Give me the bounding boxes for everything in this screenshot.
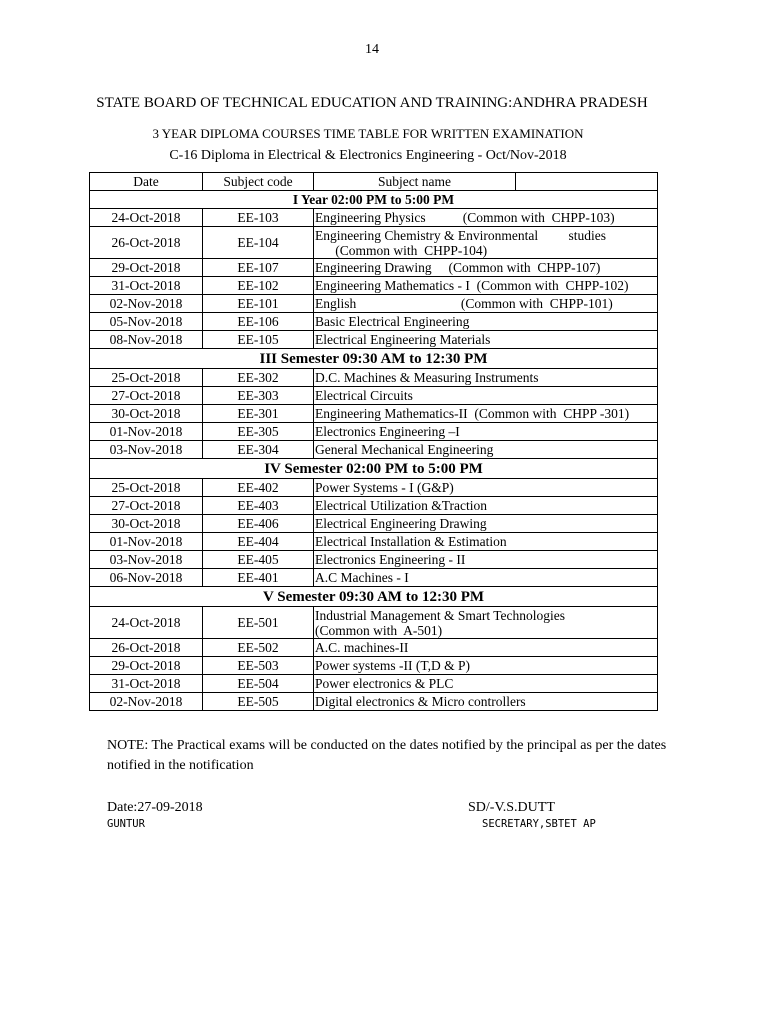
subject-name-cell (314, 607, 658, 639)
subject-name-cell (314, 295, 658, 313)
subject-name: Engineering Drawing (315, 259, 432, 275)
header-date: Date (90, 173, 203, 191)
subject-code: EE-404 (203, 533, 314, 551)
subject-name: Power electronics & PLC (315, 675, 454, 691)
section-header-row (90, 587, 658, 607)
subject-name: Electronics Engineering - II (315, 551, 466, 567)
subject-name-cell (314, 331, 658, 349)
table-row (90, 405, 658, 423)
common-with-note: (Common with CHPP-107) (431, 259, 601, 275)
subject-code: EE-403 (203, 497, 314, 515)
subject-name: Electrical Installation & Estimation (315, 533, 507, 549)
exam-date: 03-Nov-2018 (90, 551, 203, 569)
table-row (90, 227, 658, 259)
table-row (90, 607, 658, 639)
subject-name-cell (314, 227, 658, 259)
table-row (90, 295, 658, 313)
subject-code: EE-303 (203, 387, 314, 405)
table-row (90, 639, 658, 657)
subject-name: Electrical Utilization &Traction (315, 497, 487, 513)
exam-date: 31-Oct-2018 (90, 277, 203, 295)
table-row (90, 369, 658, 387)
issue-date: Date:27-09-2018 (107, 800, 203, 815)
exam-date: 31-Oct-2018 (90, 675, 203, 693)
table-row (90, 479, 658, 497)
subject-name: D.C. Machines & Measuring Instruments (315, 369, 539, 385)
subject-name-cell (314, 479, 658, 497)
subject-code: EE-104 (203, 227, 314, 259)
course-line: C-16 Diploma in Electrical & Electronics Engineering - Oct/Nov-2018 (169, 148, 567, 163)
subject-name-cell (314, 675, 658, 693)
subject-name-cell (314, 551, 658, 569)
subject-name-cell (314, 423, 658, 441)
common-with-note: (Common with CHPP-101) (356, 295, 613, 311)
table-row (90, 441, 658, 459)
exam-date: 01-Nov-2018 (90, 423, 203, 441)
subject-code: EE-101 (203, 295, 314, 313)
table-row (90, 387, 658, 405)
subject-name: General Mechanical Engineering (315, 441, 494, 457)
subject-name-cell (314, 369, 658, 387)
exam-date: 02-Nov-2018 (90, 693, 203, 711)
table-row (90, 423, 658, 441)
exam-date: 02-Nov-2018 (90, 295, 203, 313)
subject-code: EE-105 (203, 331, 314, 349)
subject-code: EE-406 (203, 515, 314, 533)
issue-place: GUNTUR (107, 818, 145, 830)
exam-date: 27-Oct-2018 (90, 497, 203, 515)
exam-date: 27-Oct-2018 (90, 387, 203, 405)
header-blank (516, 173, 658, 191)
subject-name-cell (314, 533, 658, 551)
table-row (90, 533, 658, 551)
section-title: V Semester 09:30 AM to 12:30 PM (90, 587, 658, 607)
exam-date: 26-Oct-2018 (90, 639, 203, 657)
header-subject-name: Subject name (314, 173, 516, 191)
subject-name-cell (314, 657, 658, 675)
subject-name: Engineering Mathematics-II (315, 405, 468, 421)
table-row (90, 331, 658, 349)
subject-code: EE-106 (203, 313, 314, 331)
subject-name-cell (314, 497, 658, 515)
note-text: NOTE: The Practical exams will be conducted on the dates notified by the principal as per the dates notified in the notification (107, 738, 667, 773)
table-row (90, 675, 658, 693)
subject-name: Power systems -II (T,D & P) (315, 657, 470, 673)
table-row (90, 209, 658, 227)
subject-name: Power Systems - I (G&P) (315, 479, 454, 495)
subject-name: Electrical Engineering Drawing (315, 515, 487, 531)
table-row (90, 551, 658, 569)
exam-date: 30-Oct-2018 (90, 405, 203, 423)
section-title: III Semester 09:30 AM to 12:30 PM (90, 349, 658, 369)
page-number: 14 (365, 42, 379, 57)
subject-name: Electrical Engineering Materials (315, 331, 491, 347)
common-with-note: (Common with CHPP -301) (467, 405, 630, 421)
exam-date: 08-Nov-2018 (90, 331, 203, 349)
exam-date: 29-Oct-2018 (90, 657, 203, 675)
subject-name-cell (314, 515, 658, 533)
subject-code: EE-103 (203, 209, 314, 227)
subject-code: EE-304 (203, 441, 314, 459)
board-title: STATE BOARD OF TECHNICAL EDUCATION AND TRAINING:ANDHRA PRADESH (96, 95, 648, 111)
subject-name: Digital electronics & Micro controllers (315, 693, 526, 709)
subject-name: Engineering Mathematics - I (315, 277, 470, 293)
common-with-note: (Common with CHPP-104) (315, 242, 488, 258)
table-header-row (90, 173, 658, 191)
exam-date: 24-Oct-2018 (90, 209, 203, 227)
subject-code: EE-505 (203, 693, 314, 711)
subject-name: English (315, 295, 357, 311)
subject-name-cell (314, 405, 658, 423)
section-title: IV Semester 02:00 PM to 5:00 PM (90, 459, 658, 479)
subject-code: EE-305 (203, 423, 314, 441)
table-row (90, 569, 658, 587)
subject-name-cell (314, 693, 658, 711)
subject-code: EE-102 (203, 277, 314, 295)
exam-date: 06-Nov-2018 (90, 569, 203, 587)
subject-name: Electrical Circuits (315, 387, 413, 403)
table-row (90, 497, 658, 515)
exam-date: 24-Oct-2018 (90, 607, 203, 639)
subject-name: Industrial Management & Smart Technologies (315, 607, 566, 623)
subject-name: A.C Machines - I (315, 569, 409, 585)
subject-code: EE-501 (203, 607, 314, 639)
header-subject-code: Subject code (203, 173, 314, 191)
exam-date: 30-Oct-2018 (90, 515, 203, 533)
subject-name-cell (314, 277, 658, 295)
subject-name-cell (314, 639, 658, 657)
subject-name-cell (314, 313, 658, 331)
exam-date: 05-Nov-2018 (90, 313, 203, 331)
subject-code: EE-405 (203, 551, 314, 569)
common-with-note: (Common with A-501) (315, 622, 443, 638)
exam-date: 03-Nov-2018 (90, 441, 203, 459)
subject-code: EE-402 (203, 479, 314, 497)
subject-name-cell (314, 569, 658, 587)
table-row (90, 313, 658, 331)
table-row (90, 515, 658, 533)
exam-date: 29-Oct-2018 (90, 259, 203, 277)
subject-name-cell (314, 387, 658, 405)
section-header-row (90, 191, 658, 209)
table-row (90, 693, 658, 711)
subject-name: Basic Electrical Engineering (315, 313, 470, 329)
subject-name-cell (314, 441, 658, 459)
common-with-note: (Common with CHPP-102) (469, 277, 629, 293)
exam-date: 25-Oct-2018 (90, 479, 203, 497)
subject-code: EE-401 (203, 569, 314, 587)
table-row (90, 657, 658, 675)
subject-code: EE-107 (203, 259, 314, 277)
section-header-row (90, 459, 658, 479)
subject-code: EE-503 (203, 657, 314, 675)
exam-date: 26-Oct-2018 (90, 227, 203, 259)
table-row (90, 259, 658, 277)
section-header-row (90, 349, 658, 369)
subject-code: EE-502 (203, 639, 314, 657)
exam-date: 25-Oct-2018 (90, 369, 203, 387)
subject-name: Engineering Physics (315, 209, 426, 225)
subject-name: Electronics Engineering –I (315, 423, 460, 439)
subject-name: A.C. machines-II (315, 639, 409, 655)
subject-code: EE-301 (203, 405, 314, 423)
subject-name: Engineering Chemistry & Environmental studies (315, 227, 606, 243)
exam-date: 01-Nov-2018 (90, 533, 203, 551)
subject-name-cell (314, 209, 658, 227)
subject-code: EE-504 (203, 675, 314, 693)
exam-timetable (89, 172, 658, 711)
table-row (90, 277, 658, 295)
signatory: SD/-V.S.DUTT (468, 800, 555, 815)
subject-name-cell (314, 259, 658, 277)
document-subtitle: 3 YEAR DIPLOMA COURSES TIME TABLE FOR WRITTEN EXAMINATION (152, 126, 584, 141)
common-with-note: (Common with CHPP-103) (425, 209, 615, 225)
section-title: I Year 02:00 PM to 5:00 PM (90, 191, 658, 209)
signatory-designation: SECRETARY,SBTET AP (482, 818, 596, 830)
subject-code: EE-302 (203, 369, 314, 387)
